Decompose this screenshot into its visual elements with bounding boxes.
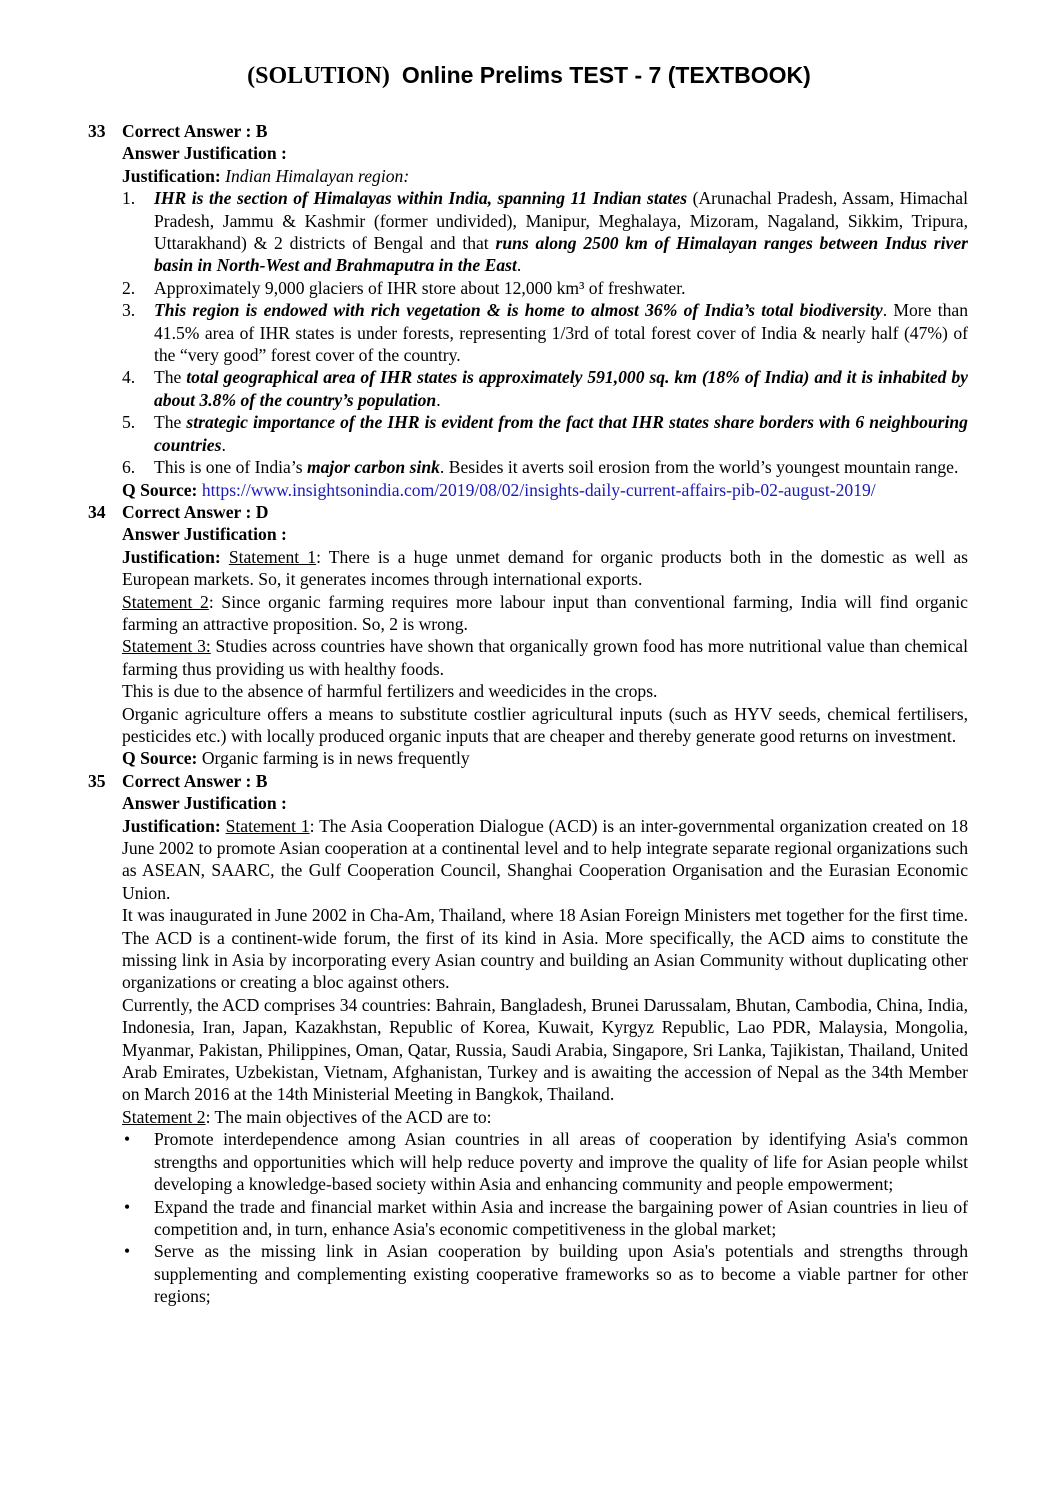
list-item: • Promote interdependence among Asian countries in all areas of cooperation by identifying Asia's common strengths and opportunities which will help reduce poverty and improve the quality of life for Asian people whilst developing a knowledge-based society within Asia and enhancing community and people empowerment; <box>124 1129 968 1195</box>
statement-1: Justification: Statement 1: The Asia Cooperation Dialogue (ACD) is an inter-governmental organization created on 18 June 2002 to promote Asian cooperation at a continental level and to help integrate separate regional organizations such as ASEAN, SAARC, the Gulf Cooperation Council, Shanghai Cooperation Organisation and the Eurasian Economic Union. <box>122 815 968 903</box>
list-item: • Serve as the missing link in Asian cooperation by building upon Asia's potentials and strengths through supplementing and complementing existing cooperative frameworks so as to become a viable partner for other regions; <box>124 1241 968 1307</box>
objectives-list <box>122 1128 968 1307</box>
paragraph: Currently, the ACD comprises 34 countries: Bahrain, Bangladesh, Brunei Darussalam, Bhutan, Cambodia, China, India, Indonesia, Iran, Japan, Kazakhstan, Republic of Korea, Kuwait, Kyrgyz Republic, Lao PDR, Malaysia, Mongolia, Myanmar, Pakistan, Philippines, Oman, Qatar, Russia, Saudi Arabia, Singapore, Sri Lanka, Tajikistan, Thailand, United Arab Emirates, Uzbekistan, Vietnam, Afghanistan, Turkey and is awaiting the accession of Nepal as the 34th Member on March 2016 at the 14th Ministerial Meeting in Bangkok, Thailand. <box>122 994 968 1105</box>
list-item: 4. The total geographical area of IHR states is approximately 591,000 sq. km (18% of India) and it is inhabited by about 3.8% of the country’s population. <box>122 367 968 410</box>
source-link[interactable]: https://www.insightsonindia.com/2019/08/02/insights-daily-current-affairs-pib-02-august-2019/ <box>201 479 876 500</box>
justification-intro: Justification: Indian Himalayan region: <box>122 165 410 186</box>
correct-answer: Correct Answer : D <box>122 501 269 522</box>
answer-justification-heading: Answer Justification : <box>122 143 287 164</box>
paragraph: This is due to the absence of harmful fertilizers and weedicides in the crops. <box>122 681 658 702</box>
question-34 <box>88 501 968 770</box>
correct-answer: Correct Answer : B <box>122 770 268 791</box>
question-33 <box>88 120 968 501</box>
list-item: 6. This is one of India’s major carbon sink. Besides it averts soil erosion from the world’s youngest mountain range. <box>122 457 959 478</box>
list-item: 3. This region is endowed with rich vegetation & is home to almost 36% of India’s total biodiversity. More than 41.5% area of IHR states is under forests, representing 1/3rd of total forest cover of India & nearly half (47%) of the “very good” forest cover of the country. <box>122 300 968 366</box>
justification-list <box>122 187 968 478</box>
correct-answer: Correct Answer : B <box>122 121 268 141</box>
question-source: Q Source: Organic farming is in news frequently <box>122 748 470 769</box>
list-item: 1. IHR is the section of Himalayas within India, spanning 11 Indian states (Arunachal Pradesh, Assam, Himachal Pradesh, Jammu & Kashmir (former undivided), Manipur, Meghalaya, Mizoram, Nagaland, Sikkim, Tripura, Uttarakhand) & 2 districts of Bengal and that runs along 2500 km of Himalayan ranges between Indus river basin in North-West and Brahmaputra in the East. <box>122 188 968 276</box>
question-number: 34 <box>88 501 106 522</box>
paragraph: It was inaugurated in June 2002 in Cha-Am, Thailand, where 18 Asian Foreign Ministers met together for the first time. The ACD is a continent-wide forum, the first of its kind in Asia. More specifically, the ACD aims to constitute the missing link in Asia by incorporating every Asian country and building an Asian Community without duplicating other organizations or creating a bloc against others. <box>122 905 968 993</box>
answer-justification-heading: Answer Justification : <box>122 793 287 814</box>
question-number: 35 <box>88 770 106 791</box>
title-test-name: Online Prelims TEST - 7 (TEXTBOOK) <box>401 62 811 88</box>
list-item: 5. The strategic importance of the IHR is evident from the fact that IHR states share borders with 6 neighbouring countries. <box>122 412 968 455</box>
statement-2: Statement 2: The main objectives of the ACD are to: <box>122 1106 492 1127</box>
bullet-icon: • <box>124 1196 131 1217</box>
statement-1: Justification: Statement 1: There is a huge unmet demand for organic products both in the domestic as well as European markets. So, it generates incomes through international exports. <box>122 546 968 590</box>
statement-3: Statement 3: Studies across countries have shown that organically grown food has more nutritional value than chemical farming thus providing us with healthy foods. <box>122 636 968 679</box>
document-body <box>88 120 968 1308</box>
statement-2: Statement 2: Since organic farming requires more labour input than conventional farming, India will find organic farming an attractive proposition. So, 2 is wrong. <box>122 591 968 634</box>
list-item: 2. Approximately 9,000 glaciers of IHR store about 12,000 km³ of freshwater. <box>122 277 686 298</box>
question-source: Q Source: https://www.insightsonindia.com/2019/08/02/insights-daily-current-affairs-pib-02-august-2019/ <box>122 479 876 500</box>
page-title <box>0 62 1058 90</box>
bullet-icon: • <box>124 1129 131 1150</box>
title-solution: (SOLUTION) <box>247 63 390 89</box>
paragraph: Organic agriculture offers a means to substitute costlier agricultural inputs (such as HYV seeds, chemical fertilisers, pesticides etc.) with locally produced organic inputs that are cheaper and thereby generate good returns on investment. <box>122 703 968 746</box>
answer-justification-heading: Answer Justification : <box>122 524 287 545</box>
question-number: 33 <box>88 121 106 141</box>
list-item: • Expand the trade and financial market within Asia and increase the bargaining power of Asian countries in lieu of competition and, in turn, enhance Asia's economic competitiveness in the global market; <box>124 1196 968 1239</box>
bullet-icon: • <box>124 1241 131 1262</box>
question-35 <box>88 770 968 1308</box>
